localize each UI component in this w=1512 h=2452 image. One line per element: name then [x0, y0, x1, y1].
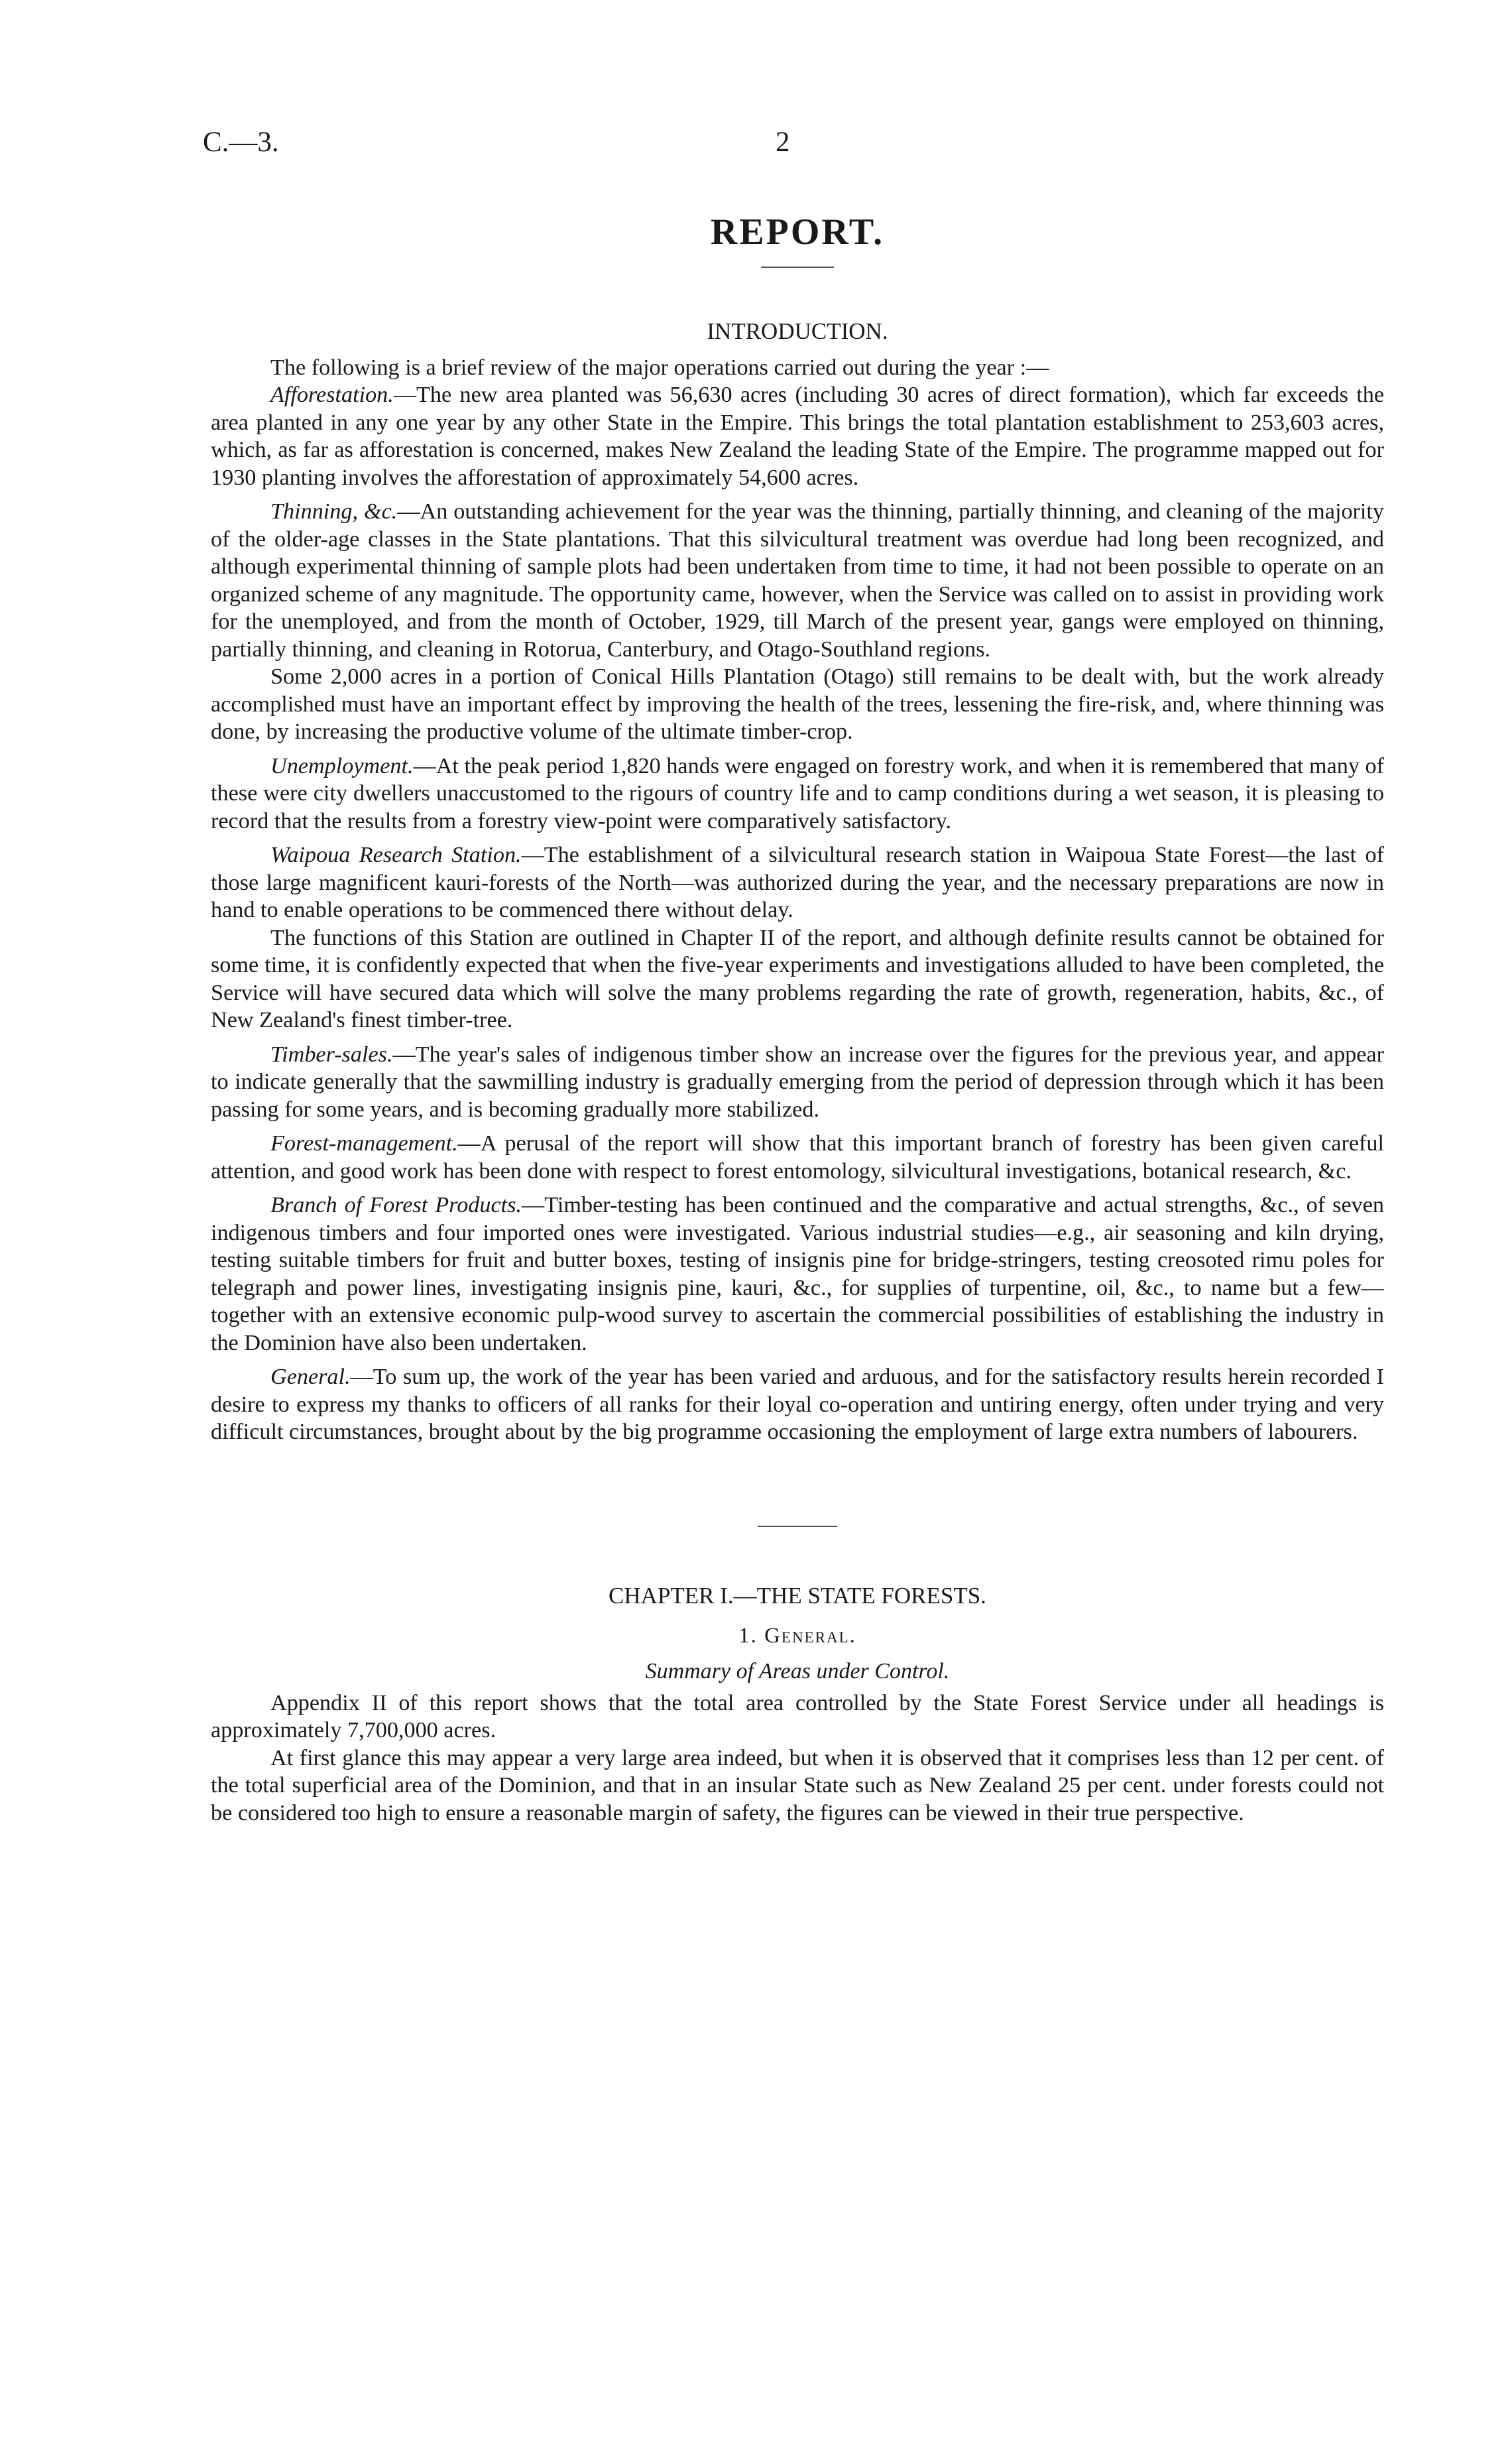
- title-rule: [761, 267, 834, 268]
- page-header: [0, 126, 1512, 172]
- introduction-heading: INTRODUCTION.: [707, 318, 888, 344]
- perspective-paragraph: At first glance this may appear a very large area indeed, but when it is observed that it comprises less than 12 per cent. of the total superficial area of the Dominion, and that in an insular State such as New Zealand 25 per cent. under forests could not be considered too high to ensure a reasonable margin of safety, the figures can be viewed in their true perspective.: [211, 1745, 1384, 1825]
- forest-management-paragraph: [211, 1130, 1384, 1185]
- subsection-subheading: Summary of Areas under Control.: [645, 1658, 950, 1684]
- paragraph-text: —A perusal of the report will show that this important branch of forestry has been given careful attention, and good work has been done with respect to forest entomology, silvicultural investigations, botanical research, &c.: [211, 1131, 1384, 1184]
- document-reference: C.—3.: [203, 127, 279, 158]
- unemployment-paragraph: [211, 753, 1384, 835]
- paragraph-lead: Forest-management.: [270, 1131, 458, 1156]
- paragraph-lead: Branch of Forest Products.: [270, 1193, 522, 1218]
- paragraph-lead: Unemployment.: [270, 753, 414, 778]
- waipoua-paragraph: [211, 841, 1384, 924]
- conical-hills-paragraph: [211, 663, 1384, 746]
- page-number: 2: [776, 127, 790, 158]
- paragraph-text: —The new area planted was 56,630 acres (including 30 acres of direct formation), which far exceeds the area planted in any one year by any other State in the Empire. This brings the total plantation establishment to 253,603 acres, which, as far as afforestation is concerned, makes New Zealand the leading State of the Empire. The programme mapped out for 1930 planting involves the afforestation of approximately 54,600 acres.: [211, 383, 1384, 490]
- paragraph-text: —At the peak period 1,820 hands were engaged on forestry work, and when it is remembered that many of these were city dwellers unaccustomed to the rigours of country life and to camp conditions during a wet season, it is pleasing to record that the results from a forestry view-point were comparatively satisfactory.: [211, 753, 1384, 833]
- paragraph-text: —To sum up, the work of the year has been varied and arduous, and for the satisfactory results herein recorded I desire to express my thanks to officers of all ranks for their loyal co-operation and untiring energy, often under trying and very difficult circumstances, brought about by the big programme occasioning the employment of large extra numbers of labourers.: [211, 1365, 1384, 1445]
- chapter-heading: CHAPTER I.—THE STATE FORESTS.: [609, 1582, 986, 1609]
- afforestation-paragraph: [211, 381, 1384, 491]
- forest-products-paragraph: [211, 1192, 1384, 1357]
- paragraph-lead: Timber-sales.: [270, 1042, 393, 1067]
- station-functions-paragraph: [211, 924, 1384, 1034]
- paragraph-lead: Waipoua Research Station.: [270, 843, 522, 868]
- report-body: [211, 212, 1384, 1827]
- report-title: REPORT.: [710, 212, 885, 253]
- general-paragraph: [211, 1363, 1384, 1446]
- paragraph-text: Some 2,000 acres in a portion of Conical Hills Plantation (Otago) still remains to be dealt with, but the work already accomplished must have an important effect by improving the health of the trees, lessening the fire-risk, and, where thinning was done, by increasing the productive volume of the ultimate timber-crop.: [211, 664, 1384, 745]
- paragraph-text: —Timber-testing has been continued and the comparative and actual strengths, &c., of seven indigenous timbers and four imported ones were investigated. Various industrial studies—e.g., air seasoning and kiln drying, testing suitable timbers for fruit and butter boxes, testing of insignis pine for bridge-stringers, testing creosoted rimu poles for telegraph and power lines, investigating insignis pine, kauri, &c., for supplies of turpentine, oil, &c., to name but a few—together with an extensive economic pulp-wood survey to ascertain the commercial possibilities of establishing the industry in the Dominion have also been undertaken.: [211, 1193, 1385, 1355]
- thinning-paragraph: [211, 498, 1384, 663]
- intro-lead-paragraph: The following is a brief review of the major operations carried out during the year :—: [270, 355, 1049, 380]
- paragraph-text: —The establishment of a silvicultural research station in Waipoua State Forest—the last of those large magnificent kauri-forests of the North—was authorized during the year, and the necessary preparations are now in hand to enable operations to be commenced there without delay.: [211, 843, 1384, 923]
- timber-sales-paragraph: [211, 1041, 1384, 1124]
- subsection-heading: 1. General.: [738, 1623, 856, 1648]
- paragraph-lead: General.: [270, 1365, 351, 1390]
- section-divider: [758, 1526, 837, 1527]
- paragraph-lead: Afforestation.: [270, 383, 394, 408]
- paragraph-text: —The year's sales of indigenous timber show an increase over the figures for the previous year, and appear to indicate generally that the sawmilling industry is gradually emerging from the period of depression through which it has been passing for some years, and is becoming gradually more stabilized.: [211, 1042, 1384, 1122]
- paragraph-text: —An outstanding achievement for the year was the thinning, partially thinning, and cleaning of the majority of the older-age classes in the State plantations. That this silvicultural treatment was overdue had long been recognized, and although experimental thinning of sample plots had been undertaken from time to time, it had not been possible to operate on an organized scheme of any magnitude. The opportunity came, however, when the Service was called on to assist in providing work for the unemployed, and from the month of October, 1929, till March of the present year, gangs were employed on thinning, partially thinning, and cleaning in Rotorua, Canterbury, and Otago-Southland regions.: [211, 499, 1385, 662]
- paragraph-lead: Thinning, &c.: [270, 499, 398, 524]
- appendix-paragraph: Appendix II of this report shows that the total area controlled by the State Forest Service under all headings is approximately 7,700,000 acres.: [211, 1690, 1384, 1743]
- paragraph-text: The functions of this Station are outlined in Chapter II of the report, and although definite results cannot be obtained for some time, it is confidently expected that when the five-year experiments and investigations alluded to have been completed, the Service will have secured data which will solve the many problems regarding the rate of growth, regeneration, habits, &c., of New Zealand's finest timber-tree.: [211, 925, 1384, 1033]
